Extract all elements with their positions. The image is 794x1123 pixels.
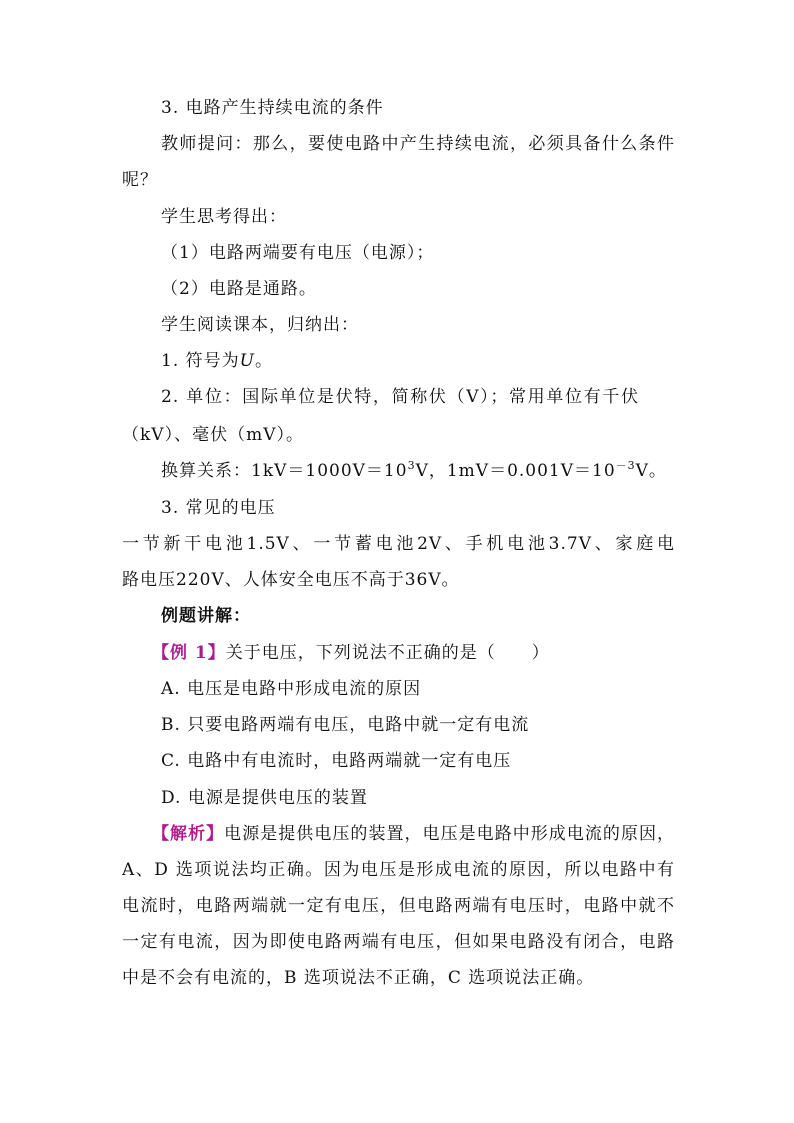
option-d: D. 电源是提供电压的装置 (161, 788, 368, 808)
conversion-exponent1: 3 (407, 459, 416, 472)
common-voltage-heading: 3. 常见的电压 (161, 498, 276, 518)
unit-line1: 2. 单位：国际单位是伏特，简称伏（V）；常用单位有千伏 (161, 387, 639, 407)
option-c: C. 电路中有电流时，电路两端就一定有电压 (161, 751, 512, 771)
student-read: 学生阅读课本，归纳出： (161, 315, 359, 335)
conversion-part2: V，1mV＝0.001V＝10 (415, 461, 616, 481)
analysis-line1-text: 电源是提供电压的装置，电压是电路中形成电流的原因， (224, 824, 676, 844)
analysis-line2: A、D 选项说法均正确。因为电压是形成电流的原因，所以电路中有 (122, 860, 675, 880)
symbol-prefix: 1. 符号为 (161, 351, 240, 371)
conversion-part3: V。 (635, 461, 667, 481)
symbol-suffix: 。 (254, 351, 273, 371)
analysis-line5: 中是不会有电流的，B 选项说法不正确，C 选项说法正确。 (122, 968, 595, 988)
conversion-exponent2: －3 (615, 459, 636, 472)
section3-heading: 3. 电路产生持续电流的条件 (161, 98, 384, 118)
example1-stem-line (152, 642, 550, 664)
conversion-line (161, 460, 667, 482)
teacher-question-line1: 教师提问：那么，要使电路中产生持续电流，必须具备什么条件 (161, 134, 675, 154)
analysis-tag: 【解析】 (152, 824, 225, 844)
option-a: A. 电压是电路中形成电流的原因 (161, 679, 422, 699)
analysis-line3: 电流时，电路两端就一定有电压，但电路两端有电压时，电路中就不 (122, 896, 675, 916)
example1-tag: 【例 1】 (152, 643, 226, 663)
common-voltage-line2: 路电压220V、人体安全电压不高于36V。 (122, 570, 460, 590)
common-voltage-line1: 一节新干电池1.5V、一节蓄电池2V、手机电池3.7V、家庭电 (122, 534, 675, 554)
unit-line2: （kV）、毫伏（mV）。 (122, 425, 304, 445)
condition-2: （2）电路是通路。 (161, 279, 317, 299)
example1-stem: 关于电压，下列说法不正确的是（ ） (225, 643, 550, 663)
option-b: B. 只要电路两端有电压，电路中就一定有电流 (161, 715, 530, 735)
symbol-variable: U (239, 351, 255, 371)
student-think: 学生思考得出： (161, 207, 287, 227)
symbol-line (161, 350, 273, 372)
example-heading: 例题讲解： (161, 606, 251, 626)
condition-1: （1）电路两端要有电压（电源）； (161, 243, 435, 263)
conversion-part1: 换算关系：1kV＝1000V＝10 (161, 461, 408, 481)
analysis-line4: 一定有电流，因为即使电路两端有电压，但如果电路没有闭合，电路 (122, 932, 675, 952)
analysis-line1 (152, 823, 675, 845)
teacher-question-line2: 呢？ (122, 170, 158, 190)
